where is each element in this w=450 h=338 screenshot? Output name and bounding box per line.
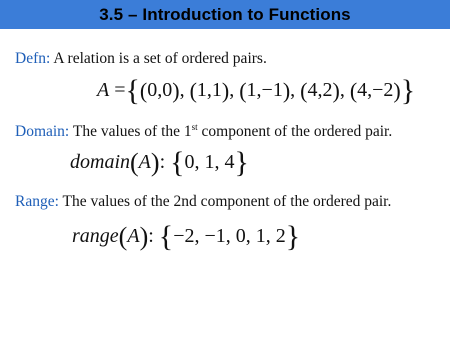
- page-title: 3.5 – Introduction to Functions: [99, 4, 351, 24]
- pair-1: 1,1: [196, 79, 222, 101]
- pair-4: 4,−2: [357, 79, 394, 101]
- definition-term: Defn:: [15, 50, 51, 67]
- domain-expression: domain(A): {0, 1, 4}: [70, 146, 249, 179]
- close-brace: }: [400, 74, 416, 107]
- domain-superscript: st: [191, 122, 198, 132]
- pair-0: 0,0: [147, 79, 173, 101]
- range-arg: A: [127, 225, 140, 247]
- domain-line: [15, 122, 392, 141]
- domain-text-after: component of the ordered pair.: [197, 123, 393, 141]
- definition-text: A relation is a set of ordered pairs.: [53, 50, 267, 67]
- range-values: −2, −1, 0, 1, 2: [173, 225, 286, 247]
- range-line: [15, 193, 391, 211]
- open-brace: {: [125, 74, 140, 107]
- definition-line: [15, 50, 267, 68]
- range-text: The values of the 2nd component of the ordered pair.: [62, 193, 392, 210]
- relation-set: A ={(0,0), (1,1), (1,−1), (4,2), (4,−2)}: [97, 74, 416, 107]
- set-name: A: [97, 79, 110, 101]
- pair-3: 4,2: [307, 79, 333, 101]
- equals-sign: =: [114, 79, 126, 101]
- domain-values: 0, 1, 4: [184, 151, 235, 173]
- range-func: range: [72, 225, 119, 247]
- title-bar: [0, 0, 450, 29]
- range-term: Range:: [15, 193, 59, 210]
- domain-arg: A: [138, 151, 151, 173]
- domain-text-before: The values of the 1: [72, 123, 192, 141]
- range-expression: range(A): {−2, −1, 0, 1, 2}: [72, 220, 301, 253]
- pair-2: 1,−1: [246, 79, 283, 101]
- domain-func: domain: [70, 151, 130, 173]
- domain-term: Domain:: [15, 123, 70, 141]
